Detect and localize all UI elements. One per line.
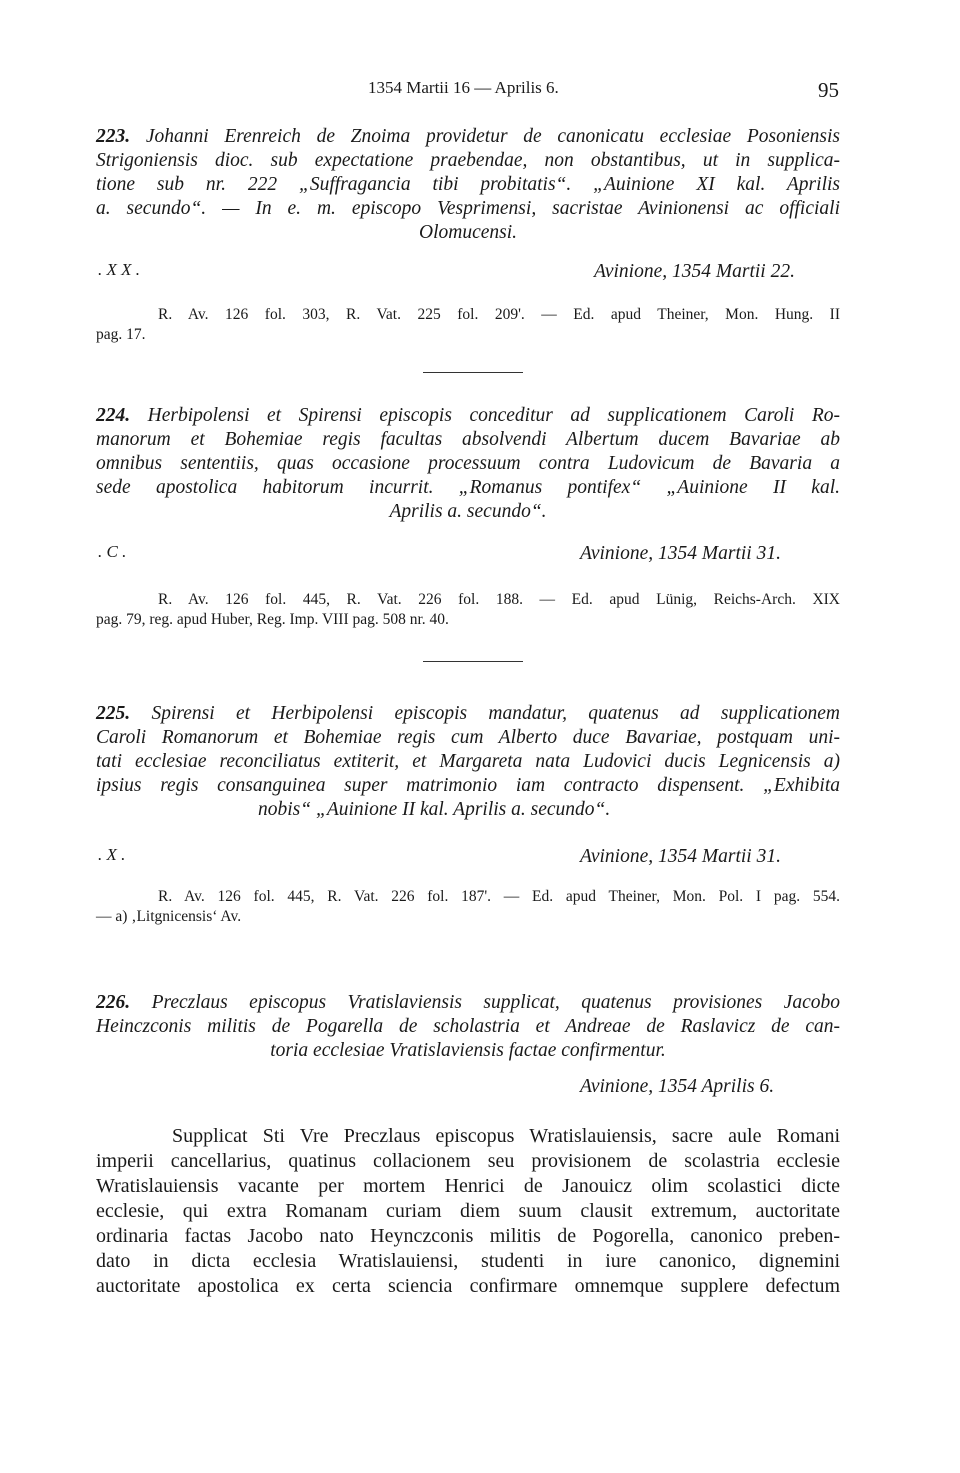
entry-date: Avinione, 1354 Martii 31. <box>580 846 781 867</box>
entry-text-line: tione sub nr. 222 „Suffragancia tibi probitatis“. „Auinione XI kal. Aprilis <box>96 174 840 195</box>
entry-date: Avinione, 1354 Aprilis 6. <box>580 1076 775 1097</box>
entry-text-line: omnibus sententiis, quas occasione processuum contra Ludovicum de Bavaria a <box>96 453 840 474</box>
chancery-mark: . C . <box>98 542 127 561</box>
entry-text-line: manorum et Bohemiae regis facultas absolvendi Albertum ducem Bavariae ab <box>96 429 840 450</box>
entry-date: Avinione, 1354 Martii 31. <box>580 543 781 564</box>
entry-text-line: 223. Johanni Erenreich de Znoima providetur de canonicatu ecclesiae Posoniensis <box>96 126 840 147</box>
body-line: imperii cancellarius, quatinus collacionem seu provisionem de scolastria ecclesie <box>96 1150 840 1172</box>
entry-date: Avinione, 1354 Martii 22. <box>594 261 795 282</box>
entry-number: 224. <box>96 405 131 426</box>
running-title: 1354 Martii 16 — Aprilis 6. <box>368 78 559 97</box>
body-line: ecclesie, qui extra Romanam curiam diem suum clausit extremum, auctoritate <box>96 1200 840 1222</box>
page-number: 95 <box>818 78 839 102</box>
entry-text-line: Strigoniensis dioc. sub expectatione praebendae, non obstantibus, ut in supplica- <box>96 150 840 171</box>
entry-text-line: a. secundo“. — In e. m. episcopo Vesprimensi, sacristae Avinionensi ac officiali <box>96 198 840 219</box>
entry-text-line: Aprilis a. secundo“. <box>389 501 547 522</box>
section-divider <box>423 661 523 662</box>
entry-text-line: tati ecclesiae reconciliatus extiterit, et Margareta nata Ludovici ducis Legnicensis a) <box>96 751 840 772</box>
entry-text-line: toria ecclesiae Vratislaviensis factae confirmentur. <box>270 1040 666 1061</box>
reference-line: pag. 17. <box>96 326 146 343</box>
chancery-mark: . X X . <box>98 260 141 279</box>
chancery-mark: . X . <box>98 845 126 864</box>
body-line: ordinaria factas Jacobo nato Heynczconis militis de Pogorella, canonico preben- <box>96 1225 840 1247</box>
body-line: dato in dicta ecclesia Wratislauiensi, studenti in iure canonico, dignemini <box>96 1250 840 1272</box>
footnote-line: — a) ‚Litgnicensis‘ Av. <box>96 908 242 925</box>
entry-text-line: 225. Spirensi et Herbipolensi episcopis mandatur, quatenus ad supplicationem <box>96 703 841 724</box>
entry-text-line: Heinczconis militis de Pogarella de scholastria et Andreae de Raslavicz de can- <box>96 1016 840 1037</box>
reference-line: R. Av. 126 fol. 445, R. Vat. 226 fol. 188. — Ed. apud Lünig, Reichs-Arch. XIX <box>158 591 840 608</box>
entry-text-line: ipsius regis consanguinea super matrimonio iam contracto dispensent. „Exhibita <box>96 775 840 796</box>
entry-text-line: Olomucensi. <box>418 222 518 243</box>
body-line: auctoritate apostolica ex certa sciencia confirmare omnemque supplere defectum <box>96 1275 840 1297</box>
entry-number: 226. <box>96 992 131 1013</box>
entry-number: 223. <box>96 126 131 147</box>
entry-text-line: nobis“ „Auinione II kal. Aprilis a. secundo“. <box>258 799 611 820</box>
supplication-text <box>96 1124 840 1299</box>
body-line: Supplicat Sti Vre Preczlaus episcopus Wratislauiensis, sacre aule Romani <box>172 1125 840 1147</box>
entry-text-line: 224. Herbipolensi et Spirensi episcopis conceditur ad supplicationem Caroli Ro- <box>96 405 841 426</box>
entry-text-line: Caroli Romanorum et Bohemiae regis cum Alberto duce Bavariae, postquam uni- <box>96 727 840 748</box>
entry-number: 225. <box>96 703 131 724</box>
entry-text-line: sede apostolica habitorum incurrit. „Romanus pontifex“ „Auinione II kal. <box>96 477 840 498</box>
body-line: Wratislauiensis vacante per mortem Henrici de Janouicz olim scolastici dicte <box>96 1175 840 1197</box>
reference-line: R. Av. 126 fol. 445, R. Vat. 226 fol. 187'. — Ed. apud Theiner, Mon. Pol. I pag. 554. <box>158 888 840 905</box>
reference-line: R. Av. 126 fol. 303, R. Vat. 225 fol. 209'. — Ed. apud Theiner, Mon. Hung. II <box>158 306 840 323</box>
section-divider <box>423 372 523 373</box>
entry-text-line: 226. Preczlaus episcopus Vratislaviensis supplicat, quatenus provisiones Jacobo <box>96 992 840 1013</box>
reference-line: pag. 79, reg. apud Huber, Reg. Imp. VIII pag. 508 nr. 40. <box>96 611 449 628</box>
